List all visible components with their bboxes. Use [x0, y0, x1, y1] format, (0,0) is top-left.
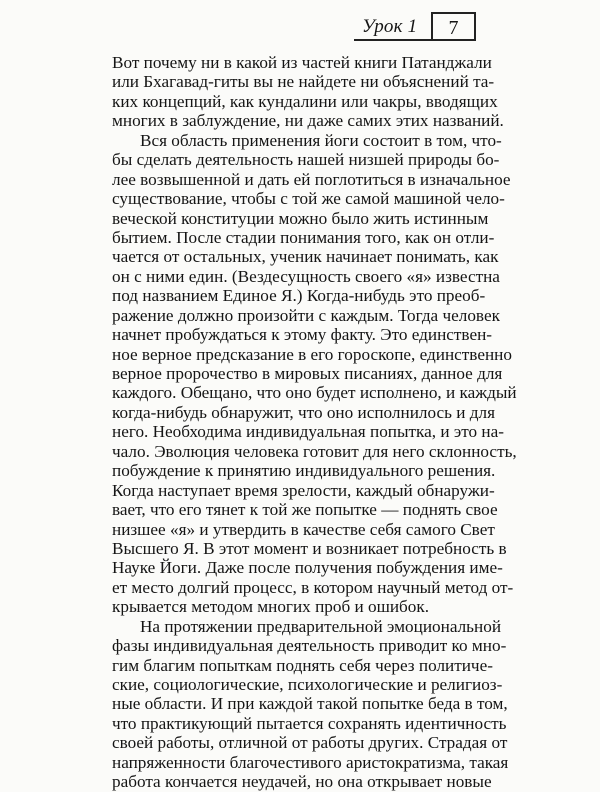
text-line: крывается методом многих проб и ошибок.: [112, 597, 430, 617]
text-line: ное верное предсказание в его гороскопе, единственно: [112, 344, 512, 364]
text-line: ные области. И при каждой такой попытке беда в том,: [112, 694, 508, 714]
text-line: он с ними един. (Вездесущность своего «я» известна: [112, 266, 500, 286]
text-line: бытием. После стадии понимания того, как он отли-: [112, 227, 495, 247]
text-line: него. Необходима индивидуальная попытка, и это на-: [112, 422, 504, 442]
text-line: чается от остальных, ученик начинает понимать, как: [112, 247, 499, 267]
text-line: Вот почему ни в какой из частей книги Патанджали: [112, 53, 492, 72]
text-line: под названием Единое Я.) Когда-нибудь это преоб-: [112, 286, 486, 306]
text-line: вает, что его тянет к той же попытке — поднять свое: [112, 500, 498, 520]
running-header: [354, 14, 474, 42]
text-line: Науке Йоги. Даже после получения побуждения име-: [112, 558, 503, 578]
text-line: многих в заблуждение, ни даже самих этих названий.: [112, 111, 504, 131]
text-line: низшее «я» и утвердить в качестве себя самого Свет: [112, 519, 495, 539]
text-line: верное пророчество в мировых писаниях, данное для: [112, 364, 503, 383]
text-line: Когда наступает время зрелости, каждый обнаружи-: [112, 480, 495, 500]
text-line: ких концепций, как кундалини или чакры, вводящих: [112, 91, 498, 111]
text-line: своей работы, отличной от работы других. Страдая от: [112, 733, 508, 753]
text-line: существование, чтобы с той же самой машиной чело-: [112, 189, 505, 209]
header-rule: [354, 39, 474, 41]
page-number: 7: [431, 12, 476, 41]
text-line: фазы индивидуальная деятельность приводит ко мно-: [112, 636, 507, 656]
text-line: лее возвышенной и дать ей поглотиться в изначальное: [112, 169, 511, 189]
body-text: [112, 53, 517, 792]
text-line: напряженности благочестивого аристократизма, такая: [112, 752, 509, 772]
text-line: ражение должно произойти с каждым. Тогда человек: [112, 305, 500, 325]
text-line: гим благим попыткам поднять себя через политиче-: [112, 655, 493, 675]
text-line: Высшего Я. В этот момент и возникает потребность в: [112, 538, 507, 558]
text-line: веческой конституции можно было жить истинным: [112, 208, 489, 228]
text-line: побуждение к принятию индивидуального решения.: [112, 461, 496, 481]
text-line: начнет пробуждаться к этому факту. Это единствен-: [112, 325, 492, 345]
text-line: На протяжении предварительной эмоциональной: [140, 616, 502, 636]
text-line: когда-нибудь обнаружит, что оно исполнилось и для: [112, 402, 495, 422]
text-line: работа кончается неудачей, но она открывает новые: [112, 772, 492, 792]
text-line: бы сделать деятельность нашей низшей природы бо-: [112, 150, 500, 170]
text-line: что практикующий пытается сохранять идентичность: [112, 713, 507, 733]
text-line: Вся область применения йоги состоит в том, что-: [140, 130, 502, 150]
text-line: чало. Эволюция человека готовит для него склонность,: [112, 441, 517, 461]
lesson-title: Урок 1: [362, 16, 418, 37]
text-line: каждого. Обещано, что оно будет исполнено, и каждый: [112, 383, 517, 403]
text-line: ет место долгий процесс, в котором научный метод от-: [112, 577, 514, 597]
text-line: ские, социологические, психологические и религиоз-: [112, 675, 503, 694]
text-line: или Бхагавад-гиты вы не найдете ни объяснений та-: [112, 72, 495, 92]
